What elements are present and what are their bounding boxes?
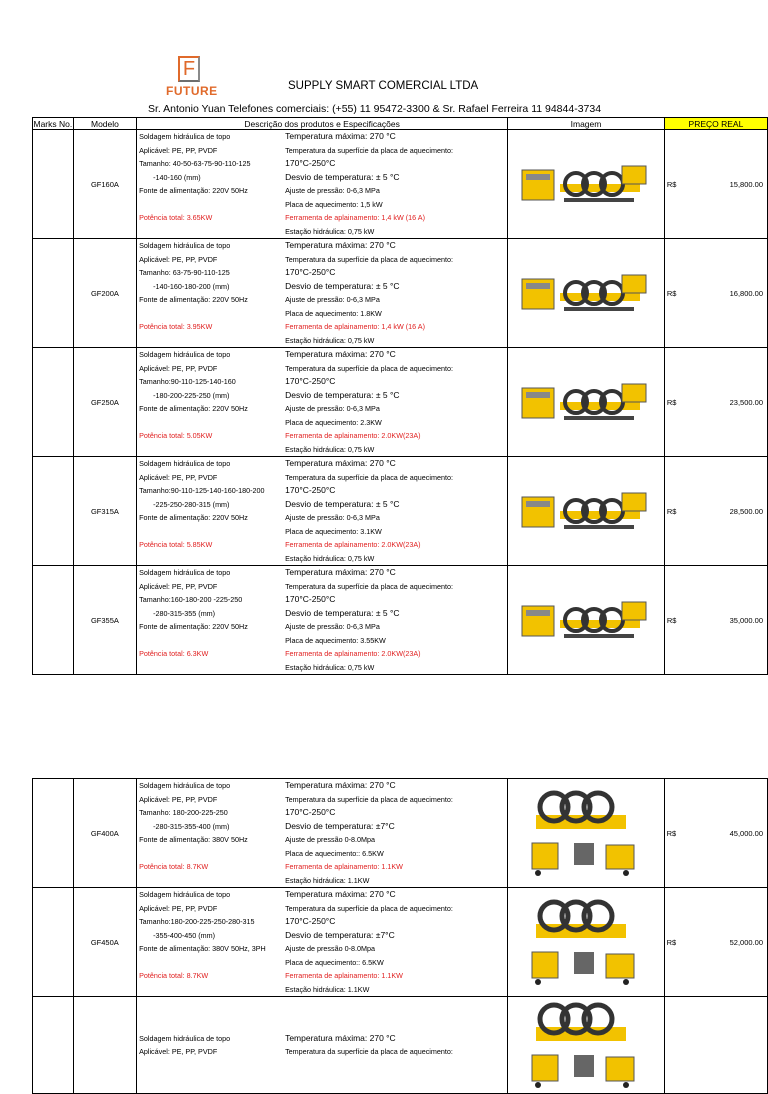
spec-line: Aplicável: PE, PP, PVDF xyxy=(139,903,218,913)
product-row xyxy=(33,888,768,997)
currency-label: R$ xyxy=(666,179,677,189)
price-value: 45,000.00 xyxy=(729,828,763,838)
spec-line: Desvio de temperatura: ± 5 °C xyxy=(285,280,400,291)
spec-line: -140-160-180-200 (mm) xyxy=(153,281,230,291)
spec-line: Aplicável: PE, PP, PVDF xyxy=(139,363,218,373)
spec-line: -355-400-450 (mm) xyxy=(153,930,215,940)
product-row xyxy=(33,130,768,239)
spec-line: Estação hidráulica: 1.1KW xyxy=(285,875,370,885)
product-row xyxy=(33,239,768,348)
spec-line: Desvio de temperatura: ±7°C xyxy=(285,929,395,940)
product-row xyxy=(33,566,768,675)
spec-line: Placa de aquecimento:: 6.5KW xyxy=(285,848,384,858)
spec-line: Fonte de alimentação: 220V 50Hz xyxy=(139,513,248,522)
price-cell xyxy=(664,130,767,239)
header-model: Modelo xyxy=(73,118,136,130)
model-cell: GF315A xyxy=(73,457,136,566)
description-cell xyxy=(137,348,508,457)
spec-line: 170°C-250°C xyxy=(285,807,336,817)
spec-line: Soldagem hidráulica de topo xyxy=(139,890,231,899)
spec-line: Temperatura da superfície da placa de aquecimento: xyxy=(285,254,453,264)
header-image: Imagem xyxy=(508,118,665,130)
spec-line: Tamanho: 63-75-90-110-125 xyxy=(139,268,230,277)
spec-line: Tamanho:90-110-125-140-160-180-200 xyxy=(139,486,265,495)
currency-label: R$ xyxy=(666,506,677,516)
spec-line xyxy=(139,416,285,430)
total-power-text: Potência total: 8.7KW xyxy=(139,862,209,871)
description-cell xyxy=(137,457,508,566)
image-cell xyxy=(508,457,665,566)
model-cell: GF450A xyxy=(73,888,137,997)
spec-line: Temperatura máxima: 270 °C xyxy=(285,240,396,250)
marks-cell xyxy=(33,457,74,566)
price-cell xyxy=(664,779,767,888)
spec-line: Placa de aquecimento: 3.55KW xyxy=(285,635,386,645)
spec-line: Ajuste de pressão 0-8.0Mpa xyxy=(285,835,375,844)
spec-line: Desvio de temperatura: ± 5 °C xyxy=(285,498,400,509)
spec-line: Estação hidráulica: 0,75 kW xyxy=(285,553,375,563)
price-cell xyxy=(664,888,767,997)
image-cell xyxy=(508,239,665,348)
spec-line: Ajuste de pressão: 0-6,3 MPa xyxy=(285,622,380,631)
total-power-text: Potência total: 6.3KW xyxy=(139,649,209,658)
logo-word: FUTURE xyxy=(166,84,218,98)
company-logo xyxy=(166,54,218,98)
company-name: SUPPLY SMART COMERCIAL LTDA xyxy=(288,80,479,92)
image-cell xyxy=(508,348,665,457)
spec-line: -280-315-355-400 (mm) xyxy=(153,821,230,831)
spec-line: Soldagem hidráulica de topo xyxy=(139,568,231,577)
spec-line: Ajuste de pressão: 0-6,3 MPa xyxy=(285,295,380,304)
spec-line: Aplicável: PE, PP, PVDF xyxy=(139,1047,218,1056)
spec-line: 170°C-250°C xyxy=(285,267,336,277)
spec-line: 170°C-250°C xyxy=(285,916,336,926)
spec-line: Estação hidráulica: 1.1KW xyxy=(285,984,370,994)
logo-letter: F xyxy=(182,58,196,80)
spec-line: Tamanho: 180-200-225-250 xyxy=(139,808,228,817)
total-power-text: Potência total: 5.85KW xyxy=(139,540,213,549)
spec-line: Soldagem hidráulica de topo xyxy=(139,241,231,250)
image-cell xyxy=(508,779,665,888)
marks-cell xyxy=(33,566,74,675)
marks-cell xyxy=(33,997,74,1094)
spec-line: Desvio de temperatura: ± 5 °C xyxy=(285,607,400,618)
model-cell: GF160A xyxy=(73,130,136,239)
spec-line: Ajuste de pressão: 0-6,3 MPa xyxy=(285,186,380,195)
product-row xyxy=(33,997,768,1094)
spec-line: Placa de aquecimento: 3.1KW xyxy=(285,526,382,536)
header-marks: Marks No. xyxy=(33,118,73,129)
butt-fusion-machine-icon xyxy=(516,590,656,650)
spec-line: Ajuste de pressão 0-8.0Mpa xyxy=(285,944,375,953)
spec-line: -225-250-280-315 (mm) xyxy=(153,499,230,509)
spec-line: Estação hidráulica: 0,75 kW xyxy=(285,662,375,672)
header-price: PREÇO REAL xyxy=(664,118,767,130)
butt-fusion-machine-icon xyxy=(526,997,646,1093)
price-value: 52,000.00 xyxy=(729,937,763,947)
description-cell xyxy=(137,239,508,348)
marks-cell xyxy=(33,348,74,457)
currency-label: R$ xyxy=(666,397,677,407)
spec-line xyxy=(139,634,285,648)
marks-cell xyxy=(33,779,74,888)
spec-line: Placa de aquecimento: 1.8KW xyxy=(285,308,382,318)
spec-line: Estação hidráulica: 0,75 kW xyxy=(285,226,375,236)
butt-fusion-machine-icon xyxy=(516,154,656,214)
product-row xyxy=(33,779,768,888)
spec-line: 170°C-250°C xyxy=(285,594,336,604)
spec-line: Temperatura máxima: 270 °C xyxy=(285,349,396,359)
currency-label: R$ xyxy=(666,615,677,625)
planing-tool-text: Ferramenta de aplainamento: 1.1KW xyxy=(285,862,403,871)
spec-line: Placa de aquecimento:: 6.5KW xyxy=(285,957,384,967)
spec-line: Fonte de alimentação: 380V 50Hz, 3PH xyxy=(139,944,266,953)
spec-line: Aplicável: PE, PP, PVDF xyxy=(139,145,218,155)
spec-line: Temperatura máxima: 270 °C xyxy=(285,780,396,790)
product-row xyxy=(33,348,768,457)
spec-line: Temperatura máxima: 270 °C xyxy=(285,567,396,577)
price-cell xyxy=(664,457,767,566)
spec-line: -280-315-355 (mm) xyxy=(153,608,216,618)
currency-label: R$ xyxy=(666,937,677,947)
marks-cell xyxy=(33,130,74,239)
model-cell: GF400A xyxy=(73,779,137,888)
spec-line: Temperatura da superfície da placa de aquecimento: xyxy=(285,903,453,913)
description-cell xyxy=(137,130,508,239)
price-value: 28,500.00 xyxy=(729,506,763,516)
spec-line: Fonte de alimentação: 220V 50Hz xyxy=(139,295,248,304)
image-cell xyxy=(508,130,665,239)
spec-line: Placa de aquecimento: 1,5 kW xyxy=(285,199,383,209)
butt-fusion-machine-icon xyxy=(526,785,646,881)
description-cell xyxy=(137,779,508,888)
spec-line: Temperatura máxima: 270 °C xyxy=(285,889,396,899)
spec-line: Temperatura da superfície da placa de aquecimento: xyxy=(285,472,453,482)
currency-label: R$ xyxy=(666,828,677,838)
spec-line: Estação hidráulica: 0,75 kW xyxy=(285,335,375,345)
price-cell xyxy=(664,239,767,348)
spec-line: -180-200-225-250 (mm) xyxy=(153,390,230,400)
spec-line: Temperatura máxima: 270 °C xyxy=(285,458,396,468)
marks-cell xyxy=(33,888,74,997)
spec-line xyxy=(139,847,285,861)
planing-tool-text: Ferramenta de aplainamento: 1,4 kW (16 A) xyxy=(285,213,425,222)
spec-line: Fonte de alimentação: 220V 50Hz xyxy=(139,622,248,631)
price-value: 15,800.00 xyxy=(729,179,763,189)
planing-tool-text: Ferramenta de aplainamento: 2.0KW(23A) xyxy=(285,431,421,440)
planing-tool-text: Ferramenta de aplainamento: 1,4 kW (16 A) xyxy=(285,322,425,331)
model-cell xyxy=(73,997,137,1094)
price-value: 23,500.00 xyxy=(729,397,763,407)
butt-fusion-machine-icon xyxy=(526,894,646,990)
spec-line: 170°C-250°C xyxy=(285,376,336,386)
spec-line: Temperatura da superfície da placa de aquecimento: xyxy=(285,581,453,591)
contact-line: Sr. Antonio Yuan Telefones comerciais: (+55) 11 95472-3300 & Sr. Rafael Ferreira 11 94844-3734 xyxy=(148,103,602,115)
spec-line: Aplicável: PE, PP, PVDF xyxy=(139,254,218,264)
spec-line: Placa de aquecimento: 2.3KW xyxy=(285,417,382,427)
currency-label: R$ xyxy=(666,288,677,298)
spec-line xyxy=(139,525,285,539)
price-table-page-1 xyxy=(32,117,768,675)
spec-line: Fonte de alimentação: 220V 50Hz xyxy=(139,186,248,195)
price-cell xyxy=(664,997,767,1094)
spec-line: Temperatura da superfície da placa de aquecimento: xyxy=(285,145,453,155)
spec-line: Desvio de temperatura: ± 5 °C xyxy=(285,389,400,400)
total-power-text: Potência total: 8.7KW xyxy=(139,971,209,980)
image-cell xyxy=(508,997,665,1094)
description-cell xyxy=(137,997,508,1094)
spec-line xyxy=(139,307,285,321)
spec-line: Soldagem hidráulica de topo xyxy=(139,459,231,468)
planing-tool-text: Ferramenta de aplainamento: 2.0KW(23A) xyxy=(285,649,421,658)
spec-line: Desvio de temperatura: ±7°C xyxy=(285,820,395,831)
price-table-page-2 xyxy=(32,778,768,1094)
spec-line xyxy=(139,956,285,970)
spec-line: 170°C-250°C xyxy=(285,158,336,168)
spec-line: Ajuste de pressão: 0-6,3 MPa xyxy=(285,513,380,522)
description-cell xyxy=(137,566,508,675)
price-value: 16,800.00 xyxy=(729,288,763,298)
table-header-row xyxy=(33,118,768,130)
price-value: 35,000.00 xyxy=(729,615,763,625)
butt-fusion-machine-icon xyxy=(516,263,656,323)
spec-line: Ajuste de pressão: 0-6,3 MPa xyxy=(285,404,380,413)
spec-line: Temperatura da superfície da placa de aquecimento: xyxy=(285,1047,453,1056)
spec-line: Fonte de alimentação: 220V 50Hz xyxy=(139,404,248,413)
spec-line: -140-160 (mm) xyxy=(153,172,201,182)
model-cell: GF355A xyxy=(73,566,136,675)
spec-line: Aplicável: PE, PP, PVDF xyxy=(139,581,218,591)
price-cell xyxy=(664,348,767,457)
spec-line: Soldagem hidráulica de topo xyxy=(139,132,231,141)
spec-line: Tamanho: 40-50-63-75-90-110-125 xyxy=(139,159,251,168)
product-row xyxy=(33,457,768,566)
planing-tool-text: Ferramenta de aplainamento: 2.0KW(23A) xyxy=(285,540,421,549)
spec-line xyxy=(139,198,285,212)
spec-line: Temperatura máxima: 270 °C xyxy=(285,131,396,141)
spec-line: Estação hidráulica: 0,75 kW xyxy=(285,444,375,454)
image-cell xyxy=(508,566,665,675)
image-cell xyxy=(508,888,665,997)
model-cell: GF250A xyxy=(73,348,136,457)
header-description: Descrição dos produtos e Especificações xyxy=(137,118,508,130)
spec-line: Tamanho:180-200-225-250-280-315 xyxy=(139,917,255,926)
description-cell xyxy=(137,888,508,997)
spec-line: Aplicável: PE, PP, PVDF xyxy=(139,472,218,482)
spec-line: Soldagem hidráulica de topo xyxy=(139,1033,231,1043)
total-power-text: Potência total: 3.65KW xyxy=(139,213,213,222)
spec-line: Tamanho:160-180-200 -225-250 xyxy=(139,595,243,604)
spec-line: 170°C-250°C xyxy=(285,485,336,495)
spec-line: Tamanho:90-110-125-140-160 xyxy=(139,377,236,386)
butt-fusion-machine-icon xyxy=(516,481,656,541)
price-cell xyxy=(664,566,767,675)
marks-cell xyxy=(33,239,74,348)
spec-line: Soldagem hidráulica de topo xyxy=(139,350,231,359)
total-power-text: Potência total: 5.05KW xyxy=(139,431,213,440)
spec-line: Temperatura da superfície da placa de aquecimento: xyxy=(285,363,453,373)
total-power-text: Potência total: 3.95KW xyxy=(139,322,213,331)
spec-line: Fonte de alimentação: 380V 50Hz xyxy=(139,835,248,844)
spec-line: Soldagem hidráulica de topo xyxy=(139,781,231,790)
spec-line: Temperatura da superfície da placa de aquecimento: xyxy=(285,794,453,804)
butt-fusion-machine-icon xyxy=(516,372,656,432)
planing-tool-text: Ferramenta de aplainamento: 1.1KW xyxy=(285,971,403,980)
spec-line: Temperatura máxima: 270 °C xyxy=(285,1032,396,1043)
spec-line: Aplicável: PE, PP, PVDF xyxy=(139,794,218,804)
model-cell: GF200A xyxy=(73,239,136,348)
spec-line: Desvio de temperatura: ± 5 °C xyxy=(285,171,400,182)
